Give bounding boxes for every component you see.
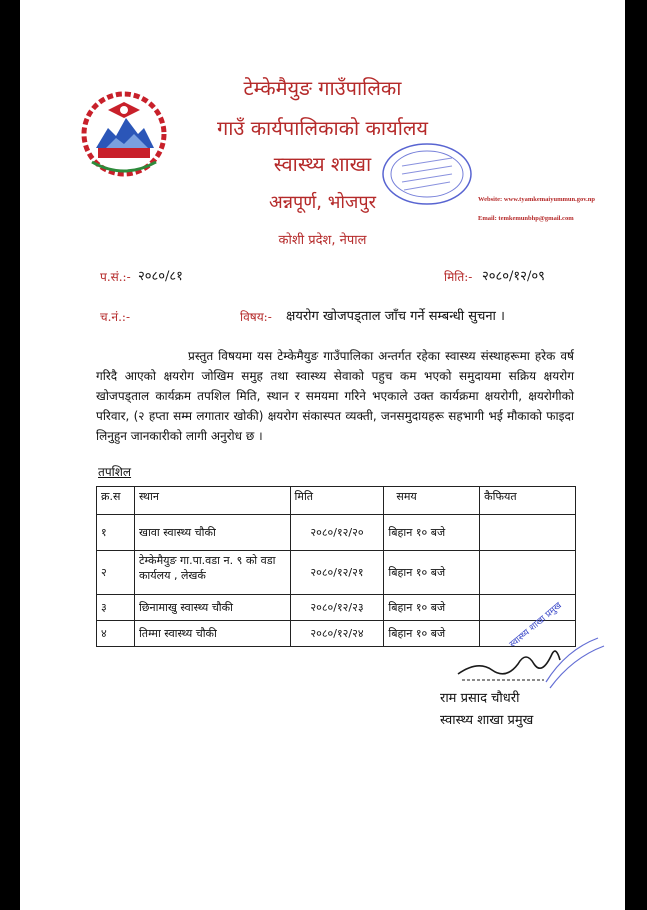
table-caption: तपशिल (98, 465, 132, 479)
table-row (97, 551, 576, 595)
cell-sn: ३ (97, 595, 135, 621)
date-value: २०८०/१२/०९ (482, 269, 545, 284)
header-time: समय (384, 487, 480, 515)
cell-time: बिहान १० बजे (384, 551, 480, 595)
cell-place: छिनामाखु स्वास्थ्य चौकी (134, 595, 290, 621)
table-header-row (97, 487, 576, 515)
schedule-table (96, 486, 576, 650)
table-row (97, 515, 576, 551)
org-name: टेम्केमैयुङ गाउँपालिका (243, 76, 402, 100)
header-sn: क्र.स (97, 487, 135, 515)
section-name: स्वास्थ्य शाखा (273, 152, 372, 176)
cell-time: बिहान १० बजे (384, 515, 480, 551)
ref-label: प.सं.:- (100, 270, 131, 284)
cell-remark (480, 515, 576, 551)
cell-remark (480, 551, 576, 595)
cell-date: २०८०/१२/२४ (290, 621, 384, 647)
date-label: मिति:- (444, 270, 473, 284)
letter-page (20, 0, 625, 910)
cell-place: टेम्केमैयुङ गा.पा.वडा न. ९ को वडा कार्यलय , लेखर्क (134, 551, 290, 595)
header-date: मिति (290, 487, 384, 515)
subject-text: क्षयरोग खोजपड्ताल जाँच गर्ने सम्बन्धी सुचना । (286, 309, 505, 324)
subject-label: विषय:- (240, 310, 272, 324)
table-row (97, 595, 576, 621)
cell-sn: ४ (97, 621, 135, 647)
office-stamp (380, 140, 474, 208)
dispatch-label: च.नं.:- (100, 310, 131, 324)
cell-place: खावा स्वास्थ्य चौकी (134, 515, 290, 551)
body-paragraph-container (96, 346, 574, 446)
body-paragraph: प्रस्तुत विषयमा यस टेम्केमैयुङ गाउँपालिका अन्तर्गत रहेका स्वास्थ्य संस्थाहरूमा हरेक वर्ष गरिदै आएको क्षयरोग जोखिम समुह तथा स्वास्थ्य सेवाको पहुच कम भएको समुदायमा सक्रिय क्षयरोग खोजपड्ताल कार्यक्रम तपशिल मिति, स्थान र समयमा गरिने भएकाले उक्त कार्यक्रमा क्षयरोगी, क्षयरोगीको परिवार, (२ हप्ता सम्म लगातार खोकी) क्षयरोग संकास्पत व्यक्ती, जनसमुदायहरू सहभागी भई मौकाको फाइदा लिनुहुन जानकारीको लागी अनुरोध छ । (96, 349, 574, 443)
cell-date: २०८०/१२/२० (290, 515, 384, 551)
cell-place: तिम्मा स्वास्थ्य चौकी (134, 621, 290, 647)
cell-time: बिहान १० बजे (384, 595, 480, 621)
cell-date: २०८०/१२/२१ (290, 551, 384, 595)
cell-sn: १ (97, 515, 135, 551)
email-text: Email: temkemunbhp@gmail.com (478, 215, 574, 222)
cell-time: बिहान १० बजे (384, 621, 480, 647)
header-place: स्थान (134, 487, 290, 515)
cell-sn: २ (97, 551, 135, 595)
signature-mark (448, 630, 608, 692)
header-remark: कैफियत (480, 487, 576, 515)
website-text: Website: www.tyamkemaiyummun.gov.np (478, 196, 596, 203)
stamp-text-rotated: स्वास्थ्य शाखा प्रमुख (507, 600, 564, 650)
ref-number: २०८०/८१ (138, 269, 183, 284)
office-name: गाउँ कार्यपालिकाको कार्यालय (216, 116, 429, 140)
signatory-name: राम प्रसाद चौधरी (440, 691, 520, 706)
cell-date: २०८०/१२/२३ (290, 595, 384, 621)
signatory-title: स्वास्थ्य शाखा प्रमुख (440, 713, 534, 728)
province-line: कोशी प्रदेश, नेपाल (278, 233, 367, 248)
location-line: अन्नपूर्ण, भोजपुर (269, 192, 376, 213)
